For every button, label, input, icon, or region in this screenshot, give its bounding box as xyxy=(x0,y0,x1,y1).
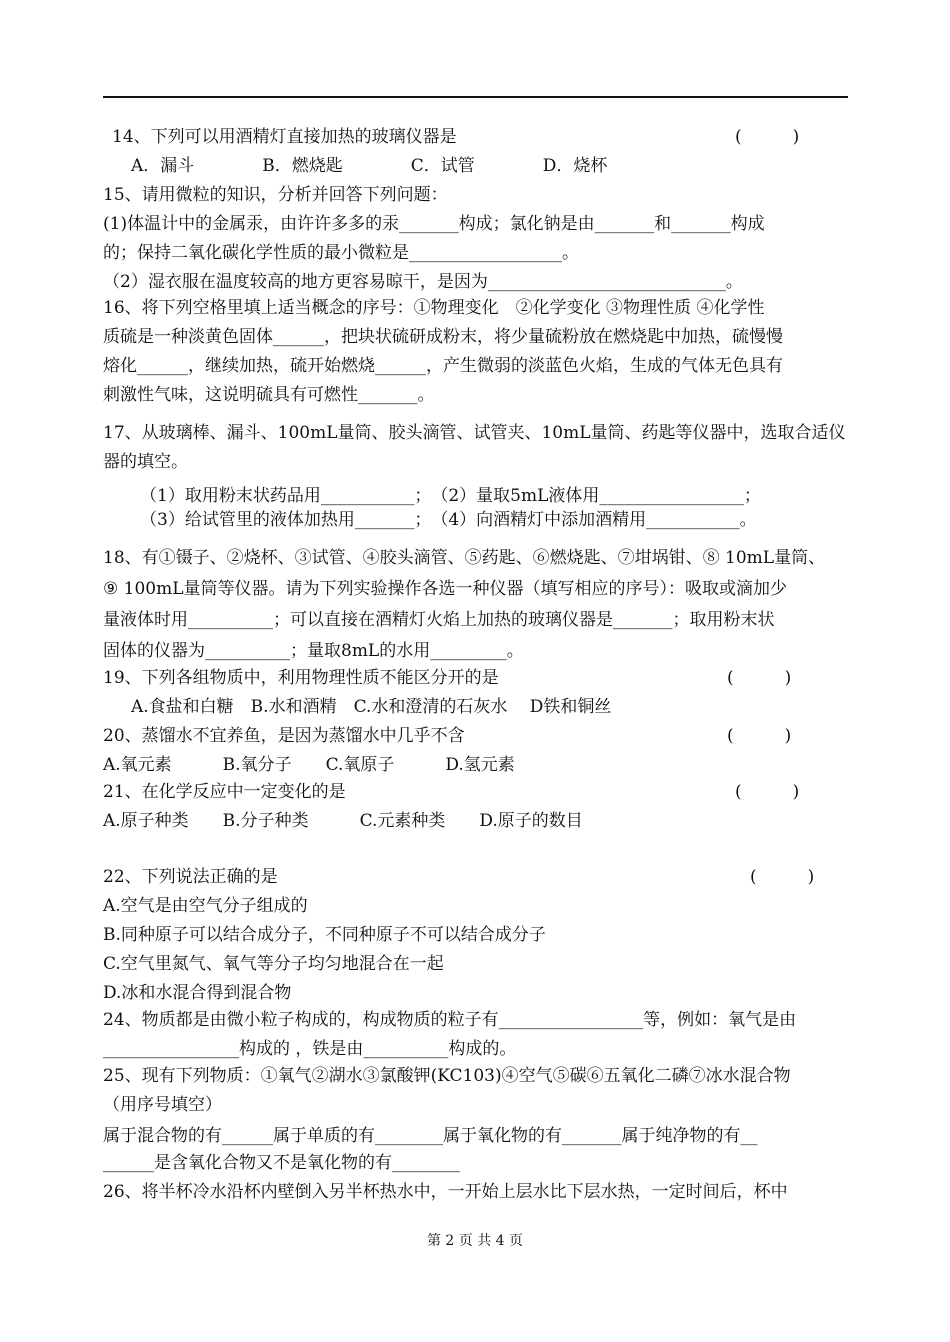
q20-answer-bracket: ( ) xyxy=(727,726,792,746)
q22-stem: 22、下列说法正确的是 xyxy=(103,867,278,887)
q22-option-c: C.空气里氮气、氧气等分子均匀地混合在一起 xyxy=(103,954,444,974)
q22-option-b: B.同种原子可以结合成分子，不同种原子不可以结合成分子 xyxy=(103,925,546,945)
q26-line1: 26、将半杯冷水沿杯内壁倒入另半杯热水中，一开始上层水比下层水热，一定时间后，杯中 xyxy=(103,1182,788,1202)
q20-options: A.氧元素 B.氧分子 C.氧原子 D.氢元素 xyxy=(103,755,515,775)
q17-items-row2: （3）给试管里的液体加热用_______； （4）向酒精灯中添加酒精用___________。 xyxy=(140,510,757,530)
q21-options: A.原子种类 B.分子种类 C.元素种类 D.原子的数目 xyxy=(103,811,583,831)
q18-line3: 量液体时用__________；可以直接在酒精灯火焰上加热的玻璃仪器是_______；取用粉末状 xyxy=(103,610,775,630)
q15-part1-line2: 的；保持二氧化碳化学性质的最小微粒是__________________。 xyxy=(103,243,579,263)
q14-stem: 14、下列可以用酒精灯直接加热的玻璃仪器是 xyxy=(112,127,457,147)
q18-line2: ⑨ 100mL量筒等仪器。请为下列实验操作各选一种仪器（填写相应的序号）：吸取或滴加少 xyxy=(103,579,787,599)
q15-stem: 15、请用微粒的知识，分析并回答下列问题： xyxy=(103,185,448,205)
q16-line3: 熔化______，继续加热，硫开始燃烧______，产生微弱的淡蓝色火焰，生成的气体无色具有 xyxy=(103,356,783,376)
q16-line2: 质硫是一种淡黄色固体______，把块状硫研成粉末，将少量硫粉放在燃烧匙中加热，硫慢慢 xyxy=(103,327,783,347)
q21-answer-bracket: ( ) xyxy=(735,782,800,802)
q17-items-row1: （1）取用粉末状药品用___________； （2）量取5mL液体用_________________； xyxy=(140,486,761,506)
q25-line2: （用序号填空） xyxy=(103,1095,222,1115)
q17-line1: 17、从玻璃棒、漏斗、100mL量筒、胶头滴管、试管夹、10mL量筒、药匙等仪器中，选取合适仪 xyxy=(103,423,846,443)
q24-line2: ________________构成的 ，铁是由__________构成的。 xyxy=(103,1039,517,1059)
q14-options: A．漏斗 B．燃烧匙 C．试管 D．烧杯 xyxy=(131,156,608,176)
q25-line3: 属于混合物的有______属于单质的有________属于氧化物的有_______属于纯净物的有__ xyxy=(103,1126,758,1146)
q24-line1: 24、物质都是由微小粒子构成的，构成物质的粒子有_________________等，例如：氧气是由 xyxy=(103,1010,797,1030)
q22-option-a: A.空气是由空气分子组成的 xyxy=(103,896,308,916)
q16-line4: 刺激性气味，这说明硫具有可燃性_______。 xyxy=(103,385,435,405)
q25-line1: 25、现有下列物质：①氧气②湖水③氯酸钾(KC103)④空气⑤碳⑥五氧化二磷⑦冰水混合物 xyxy=(103,1066,791,1086)
q22-answer-bracket: ( ) xyxy=(750,867,815,887)
header-rule xyxy=(103,96,848,98)
page-footer: 第 2 页 共 4 页 xyxy=(426,1233,524,1249)
q18-line1: 18、有①镊子、②烧杯、③试管、④胶头滴管、⑤药匙、⑥燃烧匙、⑦坩埚钳、⑧ 10mL量筒、 xyxy=(103,548,826,568)
q21-stem: 21、在化学反应中一定变化的是 xyxy=(103,782,346,802)
q19-stem: 19、下列各组物质中，利用物理性质不能区分开的是 xyxy=(103,668,499,688)
q15-part2: （2）湿衣服在温度较高的地方更容易晾干，是因为____________________________。 xyxy=(103,272,743,292)
q20-stem: 20、蒸馏水不宜养鱼，是因为蒸馏水中几乎不含 xyxy=(103,726,465,746)
q19-answer-bracket: ( ) xyxy=(727,668,792,688)
q14-answer-bracket: ( ) xyxy=(735,127,800,147)
q18-line4: 固体的仪器为__________；量取8mL的水用_________。 xyxy=(103,641,524,661)
q25-line4: ______是含氧化合物又不是氧化物的有________ xyxy=(103,1153,460,1173)
q22-option-d: D.冰和水混合得到混合物 xyxy=(103,983,292,1003)
q17-line2: 器的填空。 xyxy=(103,452,188,472)
q19-options: A.食盐和白糖 B.水和酒精 C.水和澄清的石灰水 D铁和铜丝 xyxy=(131,697,612,717)
q16-line1: 16、将下列空格里填上适当概念的序号：①物理变化 ②化学变化 ③物理性质 ④化学性 xyxy=(103,298,765,318)
q15-part1-line1: (1)体温计中的金属汞，由许许多多的汞_______构成；氯化钠是由_______和_______构成 xyxy=(103,214,765,234)
